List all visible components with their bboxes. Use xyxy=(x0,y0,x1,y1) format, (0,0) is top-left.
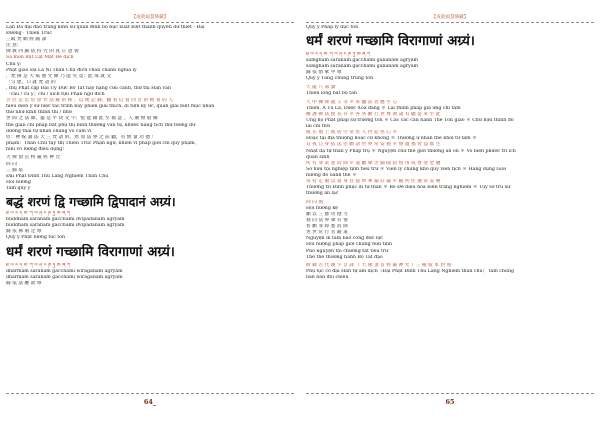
text-line: Nhật dạ tự thân y Pháp trụ ＊ Nguyện chư thế giới thường an ổn ＊ Vô biên phước trí ích xyxy=(306,148,516,154)
text-line: 日 夜 自 身 依 法 住 願 諸 世 界 常 安 穩 ＊ 無 邊 福 智 益 群 生 xyxy=(306,142,441,148)
text-line: Phụ lục cổ đại Hán tự âm dịch（Đại Phật Đỉnh Thủ Lăng Nghiêm thần chú） tam chủng xyxy=(306,269,514,275)
text-line: 擁 護 佛 法 使 長 存 ＊ 各 各 勤 行 世 尊 教 諸 有 聽 徒 來 至 此 xyxy=(306,111,441,117)
text-line: 大 佛 頂 首 楞 嚴 經 神 咒 xyxy=(6,155,61,161)
text-line: quần sinh xyxy=(306,154,330,160)
text-line: buddham śaranam gacchāmi dvipādānam agryam xyxy=(6,217,125,223)
text-line: Tam quy y xyxy=(6,185,31,191)
text-line: , thụ Phật cập Đại Uy Đức Bồ Tát này nặng cứu cánh, thử thị Hán văn xyxy=(6,85,171,91)
text-line: Hồi hướng pháp giới chúng hữu tình xyxy=(306,242,393,248)
text-line: Hoặc tại địa thượng hoặc cư không ＊ Thường ư nhân thế khởi từ tâm ＊ xyxy=(306,136,477,142)
page-header: 【成就福慧修藏】 xyxy=(431,15,469,20)
text-line: 常 持 定 服 以 資 身 菩 提 妙 華 遍 莊 嚴 ＊ 隨 所 住 處 常 安 樂 xyxy=(306,178,441,184)
text-line: 回 向 xyxy=(6,161,17,167)
page-header: 【成就福慧修藏】 xyxy=(131,15,169,20)
header-divider xyxy=(306,22,594,23)
text-line: samgham śaranam gacchāmi ganānām agryam xyxy=(306,64,418,70)
header-divider xyxy=(6,22,294,23)
text-line: Hồi hướng kệ xyxy=(306,205,338,211)
footer-divider xyxy=(306,393,594,394)
text-line: Quy y Tăng chúng trung tôn xyxy=(306,76,374,82)
text-line: 佛 教 四 歸 依 持 咒 的 真 正 意 義 xyxy=(6,49,79,55)
text-line: Sở hữu tội nghiệp tịnh tiêu trừ ＊ Viễn ly chúng khổ quy viên tịch ＊ Hằng dụng Giới xyxy=(306,166,506,172)
text-line: 或 在 地 上 或 居 空 常 於 人 世 起 慈 心 ＊ xyxy=(306,130,398,136)
text-line: Quy y Phật lưỡng túc tôn xyxy=(6,235,66,241)
text-line: Sa môn Bất Lạt Mật Đế dịch xyxy=(6,55,74,61)
text-line: dharmam śaranam gacchāmi wirāgānām agryam xyxy=(6,268,123,274)
text-line: hữu vô lượng điều dụng！ xyxy=(6,146,67,152)
page-number: 64_ xyxy=(143,398,157,406)
text-line: 「匀 建，口 就 梵 語 的 xyxy=(6,79,56,85)
text-line: 附 錄 古 代 漢 字 音 譯 （ 大 佛 頂 首 楞 嚴 神 咒 ）三 種 版 本 對 照 xyxy=(306,263,452,269)
text-line: Đường · Thiên Trúc xyxy=(6,31,53,37)
text-line: Đại Phật Đỉnh Thủ Lăng Nghiêm Thần Chú xyxy=(6,173,109,179)
left-page xyxy=(6,0,294,424)
sanskrit-verse: बद्धं शरणं द्वि गच्छामि द्विपादानं अग्र्यं। xyxy=(6,194,176,210)
text-line: Lạn Đà đại đạo tràng kinh sư quán đỉnh bộ bục xuất biệt thánh quyền dữ thiết - Đại xyxy=(6,25,205,30)
page-body xyxy=(306,25,594,281)
text-line: hiểu diễn ý sư lược tác trình bày phiên giải thích, dĩ tiện ký ức, quan giải biệt mục nhân xyxy=(6,104,215,110)
sanskrit-verse: धर्मं शरणं गच्छामि विरागाणां अग्र्यं। xyxy=(6,243,175,260)
text-line: 歸 依 法 離 欲 尊 xyxy=(6,280,42,286)
text-line: Thế thế thường hành Bồ Tát đạo xyxy=(306,254,383,260)
text-line: thứ như kính thỉnh thì / như xyxy=(6,110,72,116)
text-line: 三 歸 依 xyxy=(6,167,24,173)
text-line: Quy y Pháp ly dục tôn xyxy=(306,25,359,30)
text-line: buddham śaranam gacchāmi dvipādānam agryam xyxy=(6,223,125,229)
footer-divider xyxy=(6,393,294,394)
page-body xyxy=(6,25,294,287)
text-line: 世 間 之 法 師，靈 是 平 淡 文 字；恆 能 藉 此 至 福 慧 ，人 聚 無 般 緣 xyxy=(6,116,158,122)
text-line: 所 有 罪 業 並 消 除 ＊ 遠 離 眾 苦 歸 圓 寂 恆 用 戒 香 塗 瑩 體 xyxy=(306,160,441,166)
text-line: ཐ ལ ར ད མ་ ཀ ལ ཤ ར ཎ ཏུ ཨ ཞ ཀ xyxy=(6,262,71,268)
sanskrit-verse: धर्मं शरणं गच्छामि विरागाणां अग्र्यं। xyxy=(306,33,475,50)
text-line: 歸 依 僧 眾 中 尊 xyxy=(306,70,342,76)
text-line: 否 臣 是 忠 於 原 作 法 解 的 釋 ，以 便 記 錄，翻 看 信 賢 同 音 的 輕 易 的 人 xyxy=(6,98,174,104)
text-line: Hồi hướng xyxy=(6,179,31,185)
text-line: Chú ý: xyxy=(6,61,22,67)
page-number: 65 xyxy=(445,398,455,406)
text-line: Thường trì Định phục dĩ tư thân ＊ Bồ Đề diệu hoa biến trang nghiêm ＊ Tùy sở trú xứ xyxy=(306,185,511,191)
text-line: Phật giáo Đà La Ni Thần Chú đích chân chánh nghĩa lý xyxy=(6,67,137,73)
text-line: 迴 向 法 界 眾 有 情 xyxy=(306,218,348,224)
text-line: 「câu / cú ý」chi / xích tựu Phạn ngữ đích xyxy=(6,92,105,98)
text-line: 注 意： xyxy=(6,43,22,49)
text-line: samgham śaranam gacchāmi ganānām agryam xyxy=(306,58,418,64)
text-line: ཐ ལ ར ད མ་ ཀ ལ ཤ ར ཎ ཏུ ཨ ཞ ཀ xyxy=(306,52,371,58)
text-line: Ủng hộ Phật pháp sử trường tồn ＊ Các các cần hành Thế Tôn giáo ＊ Chư hữu thính đồ xyxy=(306,118,514,124)
text-line: Nguyện dĩ tam bảo công đức lực xyxy=(306,236,383,242)
text-line: 但：神 呪 讀 法 天 三 梵 語 的，然 而 法 界 之 前 聽，有 無 量 功 德 ！ xyxy=(6,134,157,140)
text-line: thường an lạc xyxy=(306,191,339,197)
text-line: 歸 依 佛 兩 足 尊 xyxy=(6,229,42,235)
text-line: hương đồ oánh thể ＊ xyxy=(306,172,357,178)
text-line: 回 向 偈 xyxy=(306,199,324,205)
text-line: 天 中 揀 擇 龍 王 等 ＊ 來 聽 法 者 應 至 心 xyxy=(306,99,398,105)
text-line: thế gian chi pháp bất phụ thị bình thường văn tự, khước năng tích thử tương dữ xyxy=(6,122,196,128)
text-line: Thiên, A Tu La, Dược Xoa đẳng ＊ Lai thính pháp giả ưng chí tâm xyxy=(306,105,461,111)
text-line: 世 世 常 行 菩 薩 道 xyxy=(306,230,348,236)
text-line: phạm：Thần Chú tụy thị Thiên Trúc Phạn ngữ, nhiên vi pháp giới chi quý phạm, xyxy=(6,140,197,146)
text-line: 三皈 梵 網 經 隨 譯 xyxy=(6,37,47,43)
text-line: 天 龍 八 部 讚 xyxy=(306,85,336,91)
text-line: ཐ ལ ར ད མ་ ཀ ལ ཤ ར ཎ ཏུ ཨ ཞ ཀ xyxy=(6,211,71,217)
text-line: dương thái tự nhân chủng vô cảm vi xyxy=(6,128,92,134)
text-line: 願 以 三 寶 功 德 力 xyxy=(306,211,348,217)
right-page xyxy=(306,0,594,424)
text-line: 普 願 罪 障 悉 消 除 xyxy=(306,224,348,230)
text-line: dharmam śaranam gacchāmi wirāgānām agryam xyxy=(6,274,123,280)
text-line: lai chí thử xyxy=(306,124,330,130)
text-line: Phổ nguyện tội chướng tất tiêu trừ xyxy=(306,248,389,254)
text-line: Thiên long bát bộ tán xyxy=(306,91,357,97)
text-line: ，梵 佛 是 大 威 德 咒 陳 乃 能 究 竟：此 成 就 文 xyxy=(6,73,112,79)
text-line: bản bản đối chiếu xyxy=(306,275,349,281)
